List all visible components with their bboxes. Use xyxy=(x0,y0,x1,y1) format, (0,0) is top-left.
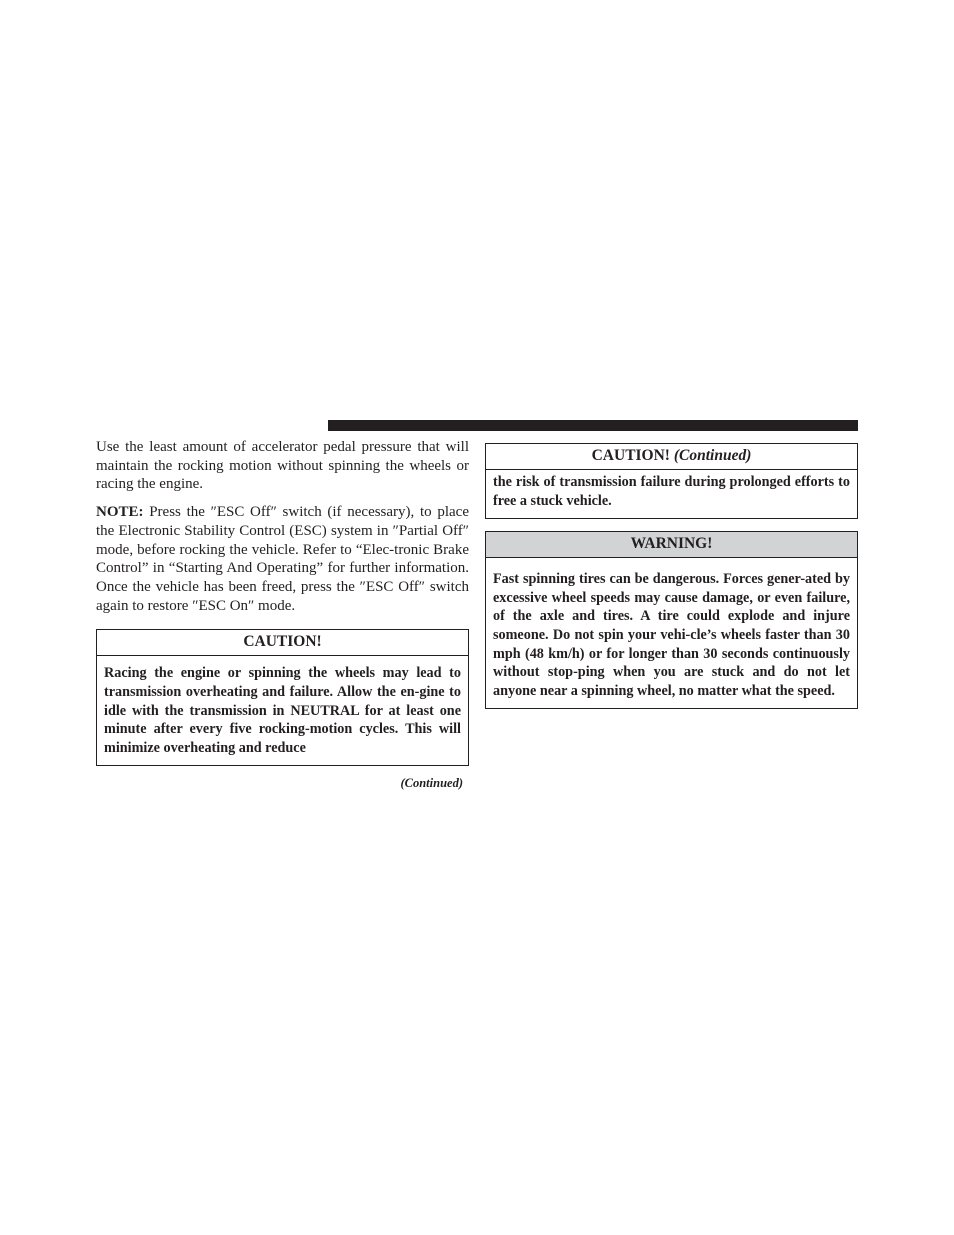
caution-title: CAUTION! xyxy=(97,630,468,656)
caution-continued-title xyxy=(486,444,857,470)
warning-box xyxy=(485,531,858,709)
caution-continued-suffix: (Continued) xyxy=(673,447,752,464)
caution-continued-title-text: CAUTION! xyxy=(591,447,670,464)
continued-label: (Continued) xyxy=(400,776,463,791)
warning-body: Fast spinning tires can be dangerous. Forces gener-ated by excessive wheel speeds may cause damage, or even failure, of the axle and tires. A tire could explode and injure someone. Do not spin your vehi-cle’s wheels faster than 30 mph (48 km/h) or for longer than 30 seconds continuously without stop-ping when you are stuck and do not let anyone near a spinning wheel, no matter what the speed. xyxy=(493,571,850,699)
note-paragraph xyxy=(96,503,469,615)
right-column xyxy=(485,443,858,709)
note-text: Press the ″ESC Off″ switch (if necessary), to place the Electronic Stability Control (ESC) system in ″Partial Off″ mode, before rocking the vehicle. Refer to “Elec-tronic Brake Control” in “Starting And Operating” for further information. Once the vehicle has been freed, press the ″ESC Off″ switch again to restore ″ESC On″ mode. xyxy=(96,504,469,614)
caution-continued-box xyxy=(485,443,858,519)
caution-box xyxy=(96,629,469,766)
warning-title: WARNING! xyxy=(486,532,857,558)
note-label: NOTE: xyxy=(96,504,144,521)
body-paragraph: Use the least amount of accelerator pedal pressure that will maintain the rocking motion without spinning the wheels or racing the engine. xyxy=(96,439,469,493)
section-header-bar xyxy=(328,420,858,431)
caution-continued-body: the risk of transmission failure during prolonged efforts to free a stuck vehicle. xyxy=(493,474,850,509)
caution-body: Racing the engine or spinning the wheels may lead to transmission overheating and failure. Allow the en-gine to idle with the transmission in NEUTRAL for at least one minute after every five rocking-motion cycles. This will minimize overheating and reduce xyxy=(104,665,461,756)
left-column xyxy=(96,438,469,791)
